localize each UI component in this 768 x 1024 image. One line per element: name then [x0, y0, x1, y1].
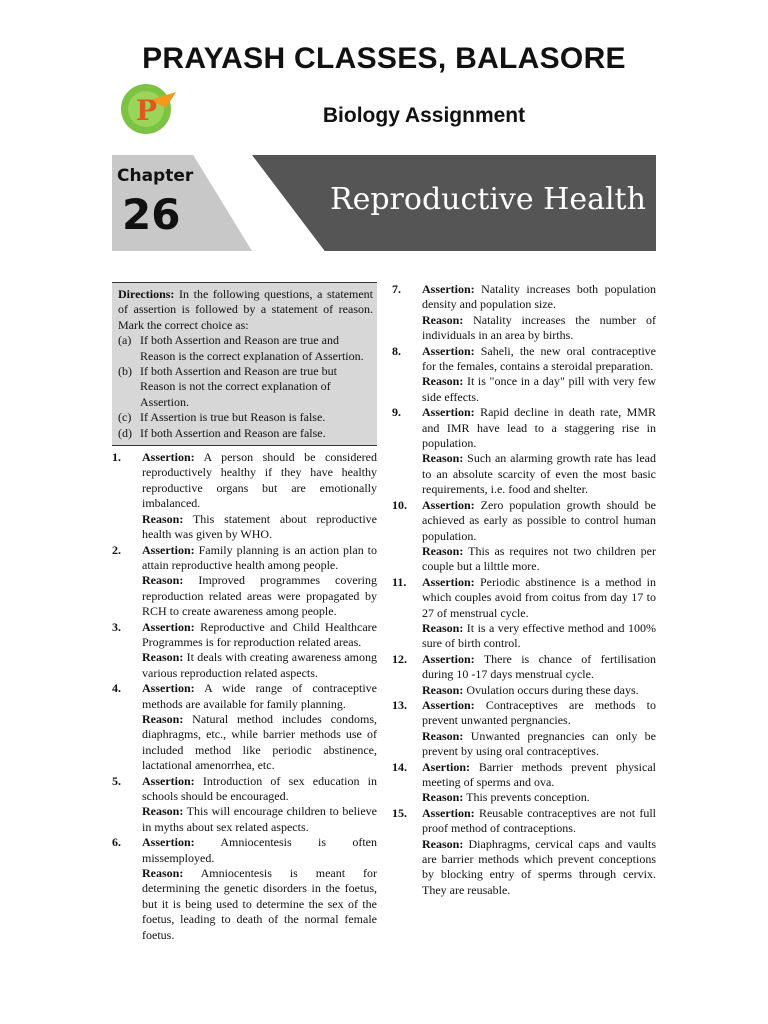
question-body	[142, 774, 377, 836]
svg-text:P: P	[136, 94, 158, 127]
assertion-line	[142, 543, 377, 574]
question-item	[112, 681, 377, 773]
reason-text: Ovulation occurs during these days.	[463, 682, 639, 697]
reason-line	[422, 313, 656, 344]
reason-text: This will encourage children to believe in myths about sex related aspects.	[142, 804, 377, 834]
assertion-text: Zero population growth should be achieved as early as possible to control human population.	[422, 497, 656, 543]
left-column	[112, 282, 377, 943]
reason-text: Diaphragms, cervical caps and vaults are barrier methods which prevent conceptions by blocking entry of sperms through cervix. They are reusable.	[422, 836, 656, 897]
question-item	[392, 344, 656, 406]
assertion-text: Reusable contraceptives are not full proof method of contraceptions.	[422, 805, 656, 836]
question-item	[392, 498, 656, 575]
question-number: 7.	[392, 282, 401, 296]
assertion-line	[142, 681, 377, 712]
reason-label: Reason:	[142, 511, 184, 526]
chapter-title: Reproductive Health	[330, 182, 646, 217]
chapter-word: Chapter	[117, 166, 194, 186]
question-body	[422, 405, 656, 497]
assertion-label: Assertion:	[142, 681, 195, 696]
question-item	[392, 760, 656, 806]
assertion-text: Family planning is an action plan to attain reproductive health among people.	[142, 542, 377, 572]
reason-text: This prevents conception.	[463, 790, 590, 805]
question-body	[422, 652, 656, 698]
question-item	[112, 774, 377, 836]
document-subtitle: Biology Assignment	[322, 104, 526, 127]
reason-text: Improved programmes covering reproduction related areas were propagated by RCH to create awareness among people.	[142, 573, 377, 619]
question-body	[142, 835, 377, 943]
reason-text: It is a very effective method and 100% sure of birth control.	[422, 620, 656, 651]
reason-text: This as requires not two children per couple but a lilttle more.	[422, 543, 656, 574]
question-number: 3.	[112, 619, 121, 634]
assertion-text: Reproductive and Child Healthcare Programmes is for reproduction related areas.	[142, 619, 377, 649]
reason-label: Reason:	[142, 804, 184, 819]
reason-line	[142, 573, 377, 619]
reason-line	[422, 451, 656, 497]
question-body	[422, 344, 656, 406]
reason-label: Reason:	[422, 543, 464, 558]
assertion-label: Assertion:	[422, 282, 475, 296]
reason-line	[142, 712, 377, 774]
assertion-line	[142, 774, 377, 805]
question-body	[142, 681, 377, 773]
assertion-line	[142, 620, 377, 651]
question-body	[422, 498, 656, 575]
option-label: (a)	[118, 333, 132, 348]
assertion-text: Saheli, the new oral contraceptive for the females, contains a steroidal preparation.	[422, 343, 656, 374]
assertion-label: Assertion:	[142, 773, 195, 788]
reason-text: Natality increases the number of individuals in an area by births.	[422, 312, 656, 343]
assertion-line	[422, 405, 656, 451]
assertion-text: Barrier methods prevent physical meeting of sperms and ova.	[422, 759, 656, 789]
assertion-text: Periodic abstinence is a method in which couples avoid from coitus from day 17 to 27 of menstrual cycle.	[422, 574, 656, 620]
reason-text: Such an alarming growth rate has lead to an absolute scarcity of even the most basic requirements, i.e. food and shelter.	[422, 451, 656, 497]
reason-line	[422, 621, 656, 652]
reason-line	[142, 866, 377, 943]
reason-label: Reason:	[422, 728, 464, 743]
question-number: 6.	[112, 835, 121, 850]
chapter-number: 26	[122, 190, 181, 239]
directions-text	[118, 287, 373, 333]
option-text: If both Assertion and Reason are true and Reason is the correct explanation of Assertion.	[140, 333, 364, 363]
question-number: 15.	[392, 805, 407, 820]
assertion-label: Assertion:	[422, 497, 475, 512]
institute-name: PRAYASH CLASSES, BALASORE	[142, 42, 626, 75]
directions-box	[112, 282, 377, 446]
question-number: 12.	[392, 651, 407, 666]
assertion-line	[422, 652, 656, 683]
question-body	[142, 543, 377, 620]
reason-text: Natural method includes condoms, diaphragms, etc., while barrier methods use of included method like periodic abstinence, lactational amenorrhea, etc.	[142, 711, 377, 773]
question-number: 4.	[112, 681, 121, 696]
option-text: If both Assertion and Reason are true but Reason is not the correct explanation of Assertion.	[140, 364, 337, 409]
question-item	[392, 652, 656, 698]
direction-option	[118, 410, 373, 425]
option-label: (b)	[118, 364, 132, 379]
reason-label: Reason:	[422, 451, 464, 466]
assertion-label: Assertion:	[142, 835, 195, 850]
reason-line	[422, 729, 656, 760]
question-item	[112, 543, 377, 620]
assertion-label: Assertion:	[142, 450, 195, 465]
reason-line	[142, 804, 377, 835]
reason-line	[422, 544, 656, 575]
assertion-line	[422, 698, 656, 729]
question-body	[142, 450, 377, 542]
reason-line	[142, 650, 377, 681]
assertion-text: A person should be considered reproductively healthy if they have healthy reproductive organs but are emotionally imbalanced.	[142, 450, 377, 511]
assertion-label: Asertion:	[422, 759, 470, 774]
assertion-label: Assertion:	[422, 651, 475, 666]
reason-label: Reason:	[142, 573, 184, 588]
question-number: 8.	[392, 343, 401, 358]
option-label: (d)	[118, 425, 132, 440]
question-number: 11.	[392, 574, 407, 589]
assertion-line	[422, 575, 656, 621]
reason-label: Reason:	[422, 620, 464, 635]
reason-label: Reason:	[142, 650, 184, 665]
reason-line	[422, 683, 656, 698]
reason-line	[422, 837, 656, 899]
right-column	[392, 282, 656, 898]
question-item	[112, 450, 377, 542]
question-item	[112, 835, 377, 943]
direction-option	[118, 364, 373, 410]
directions-heading: Directions:	[118, 287, 175, 301]
question-body	[422, 760, 656, 806]
assertion-text: Contraceptives are methods to prevent unwanted pergnancies.	[422, 697, 656, 728]
assertion-label: Assertion:	[422, 697, 475, 712]
assertion-label: Assertion:	[422, 805, 475, 820]
reason-text: This statement about reproductive health was given by WHO.	[142, 511, 377, 542]
reason-label: Reason:	[142, 711, 184, 726]
question-number: 5.	[112, 773, 121, 788]
question-item	[112, 620, 377, 682]
option-text: If both Assertion and Reason are false.	[140, 425, 326, 440]
reason-line	[422, 790, 656, 805]
assertion-label: Assertion:	[422, 343, 475, 358]
reason-label: Reason:	[422, 374, 464, 389]
question-item	[392, 575, 656, 652]
assertion-label: Assertion:	[422, 574, 475, 589]
assertion-line	[142, 835, 377, 866]
assertion-label: Assertion:	[142, 619, 195, 634]
question-number: 1.	[112, 450, 121, 465]
assertion-label: Assertion:	[422, 405, 475, 420]
question-body	[422, 806, 656, 898]
question-body	[422, 282, 656, 344]
reason-text: Amniocentesis is meant for determining the genetic disorders in the foetus, but it is being used to determine the sex of the foetus, leading to death of the normal female foetus.	[142, 866, 377, 942]
assertion-text: Rapid decline in death rate, MMR and IMR have lead to a staggering rise in population.	[422, 405, 656, 451]
option-label: (c)	[118, 410, 132, 425]
question-body	[422, 698, 656, 760]
question-item	[392, 806, 656, 898]
reason-label: Reason:	[142, 866, 184, 881]
question-number: 10.	[392, 497, 407, 512]
assertion-text: A wide range of contraceptive methods are available for family planning.	[142, 681, 377, 711]
assertion-line	[422, 344, 656, 375]
question-body	[422, 575, 656, 652]
question-number: 9.	[392, 405, 401, 420]
directions-body: In the following questions, a statement of assertion is followed by a statement of reason. Mark the correct choice as:	[118, 287, 373, 332]
reason-line	[142, 512, 377, 543]
direction-option	[118, 426, 373, 441]
directions-options	[118, 333, 373, 441]
reason-label: Reason:	[422, 682, 464, 697]
assertion-label: Assertion:	[142, 542, 195, 557]
direction-option	[118, 333, 373, 364]
reason-text: It deals with creating awareness among various reproduction related aspects.	[142, 650, 377, 680]
question-item	[392, 282, 656, 344]
assertion-text: Amniocentesis is often missemployed.	[142, 835, 377, 865]
assertion-line	[422, 760, 656, 791]
reason-text: It is "once in a day" pill with very few side effects.	[422, 374, 656, 404]
assertion-text: There is chance of fertilisation during 10 -17 days menstrual cycle.	[422, 651, 656, 682]
assertion-line	[422, 282, 656, 313]
reason-label: Reason:	[422, 312, 464, 327]
question-item	[392, 698, 656, 760]
question-item	[392, 405, 656, 497]
assertion-text: Natality increases both population density and population size.	[422, 282, 656, 312]
reason-label: Reason:	[422, 836, 464, 851]
reason-text: Unwanted pregnancies can only be prevent by using oral contraceptives.	[422, 728, 656, 759]
reason-line	[422, 374, 656, 405]
assertion-text: Introduction of sex education in schools should be encouraged.	[142, 773, 377, 803]
assertion-line	[422, 498, 656, 544]
question-number: 2.	[112, 542, 121, 557]
option-text: If Assertion is true but Reason is false.	[140, 410, 326, 425]
assertion-line	[422, 806, 656, 837]
question-number: 14.	[392, 759, 407, 774]
question-list-left	[112, 450, 377, 943]
reason-label: Reason:	[422, 790, 464, 805]
question-list-right	[392, 282, 656, 898]
question-number: 13.	[392, 697, 407, 712]
question-body	[142, 620, 377, 682]
assertion-line	[142, 450, 377, 512]
